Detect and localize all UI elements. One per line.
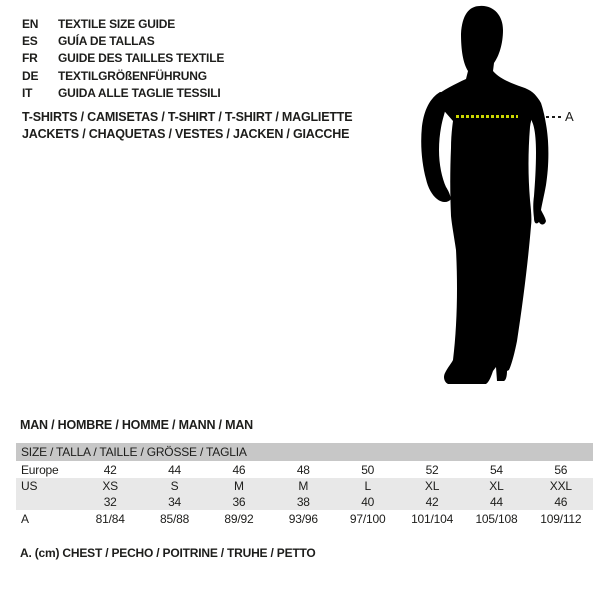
size-table (16, 443, 593, 528)
table-cell: 42 (400, 494, 464, 510)
category-lines (22, 109, 352, 144)
language-row (22, 85, 224, 102)
table-cell: 32 (78, 494, 142, 510)
table-cell: 50 (361, 462, 375, 477)
table-cell: XS (78, 478, 142, 494)
man-silhouette (410, 0, 570, 400)
language-label: GUÍA DE TALLAS (58, 34, 155, 49)
table-cell: L (336, 478, 400, 494)
row-label-europe: Europe (21, 462, 59, 477)
table-cell: 89/92 (224, 512, 254, 526)
table-cell: XL (400, 478, 464, 494)
chest-measure-line (456, 115, 518, 118)
table-cell: 81/84 (95, 512, 125, 526)
language-list (22, 16, 224, 102)
row-label-us: US (16, 478, 78, 494)
row-label-a: A (21, 512, 29, 526)
table-cell: M (271, 478, 335, 494)
table-cell: 46 (232, 462, 246, 477)
language-row (22, 50, 224, 67)
table-cell: 52 (425, 462, 439, 477)
table-cell: 97/100 (349, 512, 386, 526)
row-label-blank (16, 494, 78, 510)
language-code: DE (22, 68, 39, 83)
table-cell: 44 (168, 462, 182, 477)
language-row (22, 68, 224, 85)
table-cell: 54 (489, 462, 503, 477)
table-cell: 93/96 (288, 512, 318, 526)
table-cell: 101/104 (411, 512, 454, 526)
table-cell: S (142, 478, 206, 494)
table-cell: 48 (296, 462, 310, 477)
table-cell: 46 (529, 494, 593, 510)
table-cell: M (207, 478, 271, 494)
table-cell: 40 (336, 494, 400, 510)
language-row (22, 16, 224, 33)
language-label: GUIDA ALLE TAGLIE TESSILI (58, 85, 221, 100)
table-header: SIZE / TALLA / TAILLE / GRÖSSE / TAGLIA (16, 443, 593, 461)
category-tshirts: T-SHIRTS / CAMISETAS / T-SHIRT / T-SHIRT / MAGLIETTE (22, 110, 353, 124)
language-code: IT (22, 85, 33, 100)
table-cell: 34 (142, 494, 206, 510)
language-code: EN (22, 17, 39, 31)
category-jackets: JACKETS / CHAQUETAS / VESTES / JACKEN / GIACCHE (22, 127, 350, 142)
table-cell: 38 (271, 494, 335, 510)
section-title-man: MAN / HOMBRE / HOMME / MANN / MAN (20, 418, 253, 432)
table-cell: XL (464, 478, 528, 494)
table-cell: XXL (529, 478, 593, 494)
table-cell: 85/88 (160, 512, 190, 526)
table-cell: 105/108 (475, 512, 518, 526)
measure-label-a: A (565, 109, 574, 124)
table-cell: 109/112 (540, 512, 582, 526)
language-code: ES (22, 34, 38, 49)
language-label: TEXTILGRÖßENFÜHRUNG (58, 68, 207, 83)
measurement-footnote: A. (cm) CHEST / PECHO / POITRINE / TRUHE / PETTO (20, 546, 316, 560)
language-label: GUIDE DES TAILLES TEXTILE (58, 51, 225, 66)
language-label: TEXTILE SIZE GUIDE (58, 17, 176, 31)
table-cell: 36 (207, 494, 271, 510)
measure-callout-line (546, 116, 562, 118)
table-cell: 44 (464, 494, 528, 510)
language-row (22, 33, 224, 50)
table-cell: 42 (103, 462, 117, 477)
language-code: FR (22, 51, 38, 66)
table-cell: 56 (554, 462, 568, 477)
